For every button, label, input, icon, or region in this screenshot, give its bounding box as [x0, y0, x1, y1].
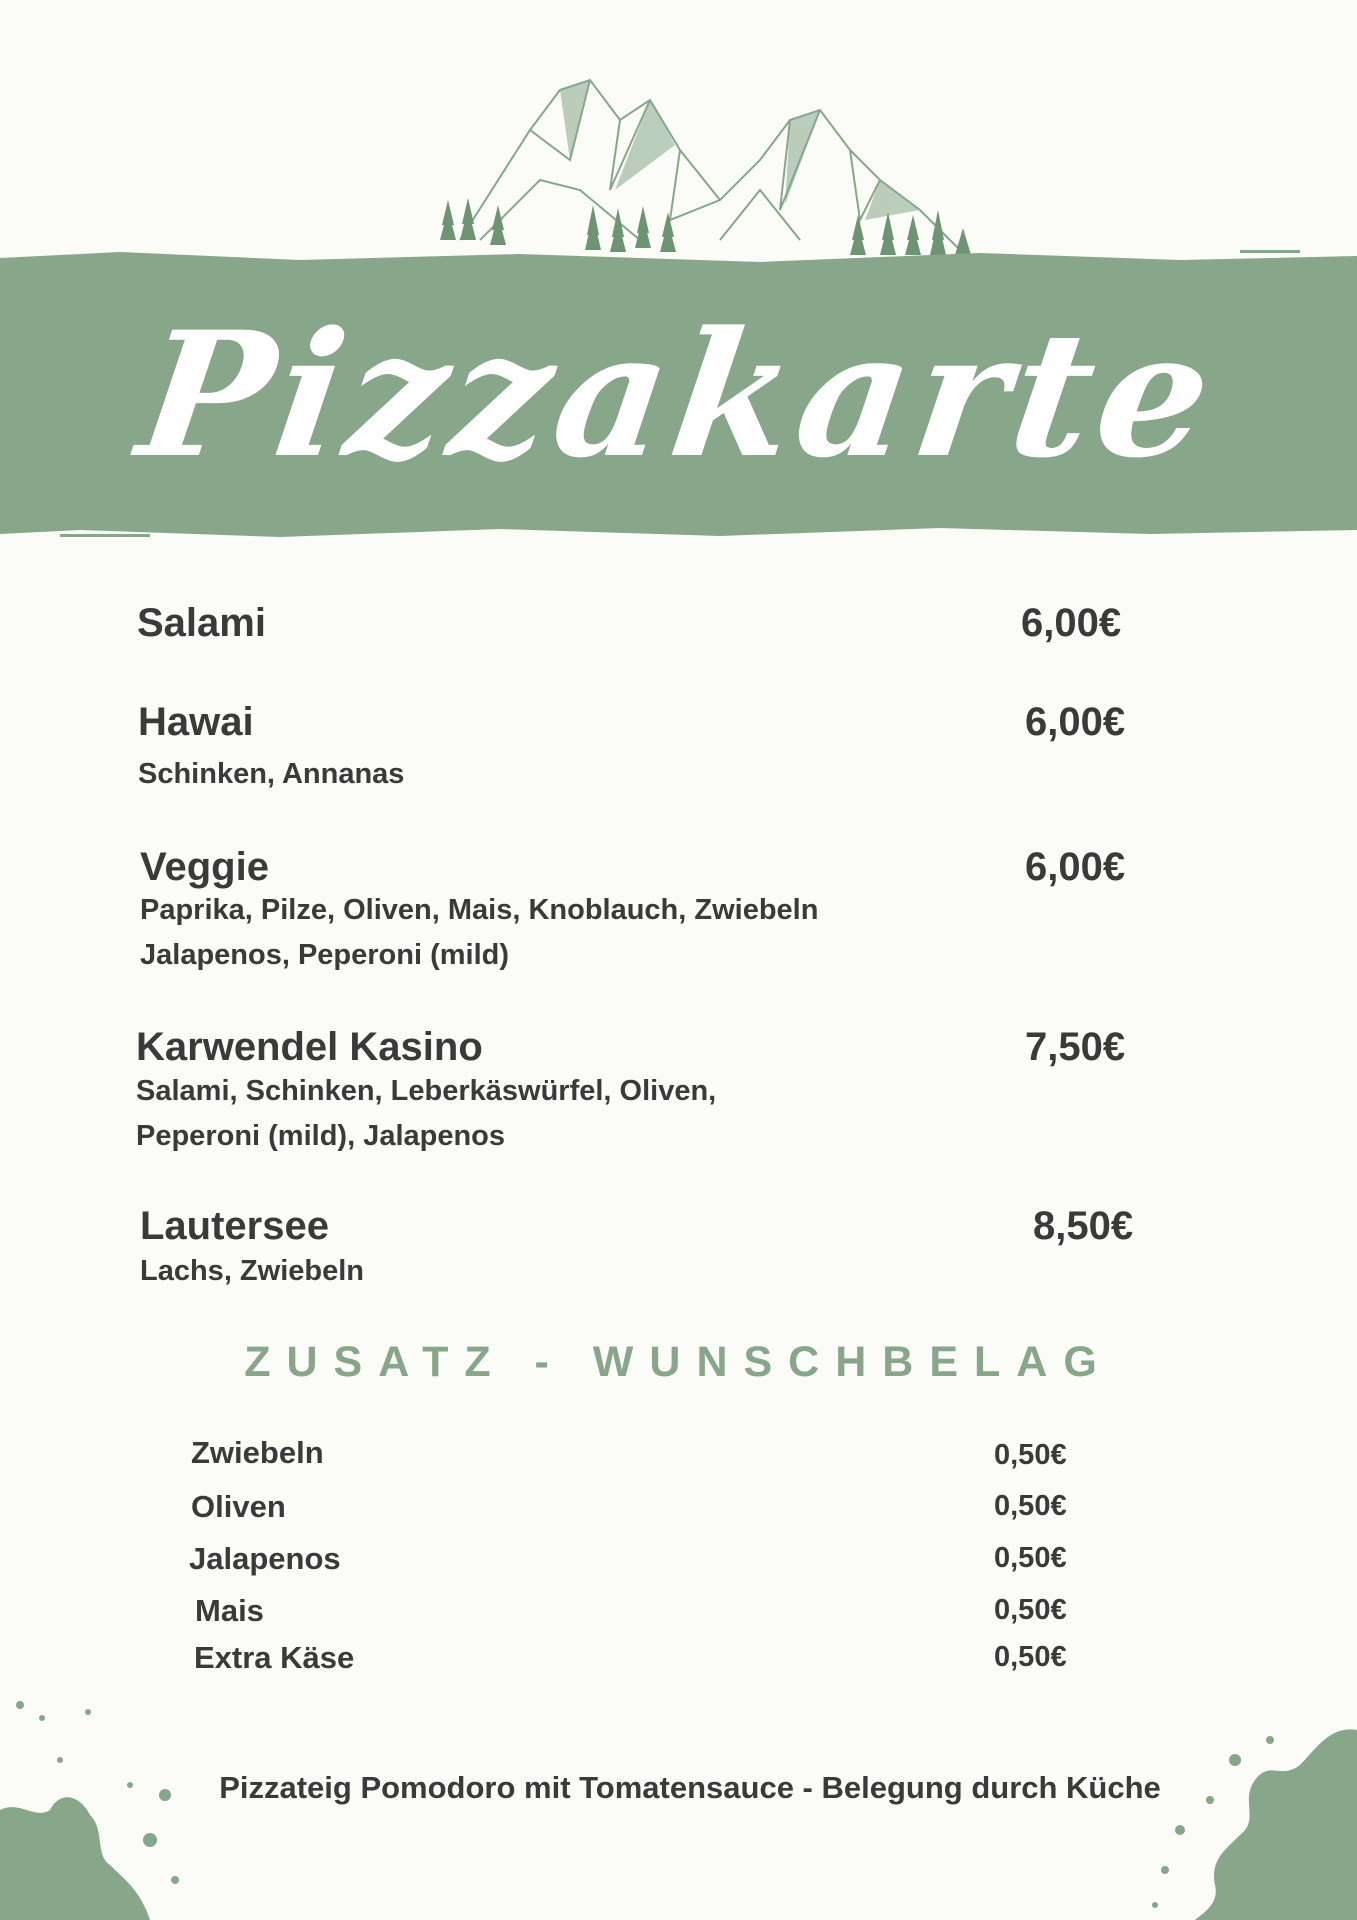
extra-price: 0,50€	[994, 1641, 1067, 1673]
pizza-name: Salami	[137, 601, 266, 645]
extra-price: 0,50€	[994, 1594, 1067, 1626]
pizza-description: Lachs, Zwiebeln	[140, 1255, 364, 1287]
pizza-name: Hawai	[138, 700, 254, 744]
mountains-icon	[420, 40, 980, 270]
extra-name: Oliven	[191, 1489, 286, 1524]
paint-splash-icon	[1140, 1720, 1357, 1920]
pizza-price: 6,00€	[1021, 601, 1122, 645]
menu-title: Pizzakarte	[128, 293, 1229, 496]
pizza-price: 6,00€	[1025, 845, 1126, 889]
extras-heading: ZUSATZ - WUNSCHBELAG	[244, 1338, 1113, 1386]
extra-name: Jalapenos	[189, 1541, 341, 1576]
extra-name: Extra Käse	[194, 1640, 355, 1675]
pizza-description: Jalapenos, Peperoni (mild)	[140, 939, 510, 971]
extra-price: 0,50€	[994, 1439, 1067, 1471]
pizza-price: 7,50€	[1025, 1025, 1126, 1069]
pizza-name: Veggie	[140, 845, 269, 889]
pizza-description: Salami, Schinken, Leberkäswürfel, Oliven,	[136, 1075, 717, 1107]
pizza-description: Paprika, Pilze, Oliven, Mais, Knoblauch, Zwiebeln	[140, 894, 819, 926]
footer-note: Pizzateig Pomodoro mit Tomatensauce - Belegung durch Küche	[219, 1770, 1161, 1805]
pizza-name: Karwendel Kasino	[136, 1025, 483, 1069]
extra-price: 0,50€	[994, 1542, 1067, 1574]
pizza-price: 8,50€	[1033, 1204, 1134, 1248]
pizza-name: Lautersee	[140, 1204, 329, 1248]
pizza-price: 6,00€	[1025, 700, 1126, 744]
extra-name: Zwiebeln	[191, 1435, 324, 1470]
pizza-description: Peperoni (mild), Jalapenos	[136, 1120, 506, 1152]
extra-name: Mais	[195, 1593, 264, 1628]
extra-price: 0,50€	[994, 1490, 1067, 1522]
pizza-description: Schinken, Annanas	[138, 758, 405, 790]
